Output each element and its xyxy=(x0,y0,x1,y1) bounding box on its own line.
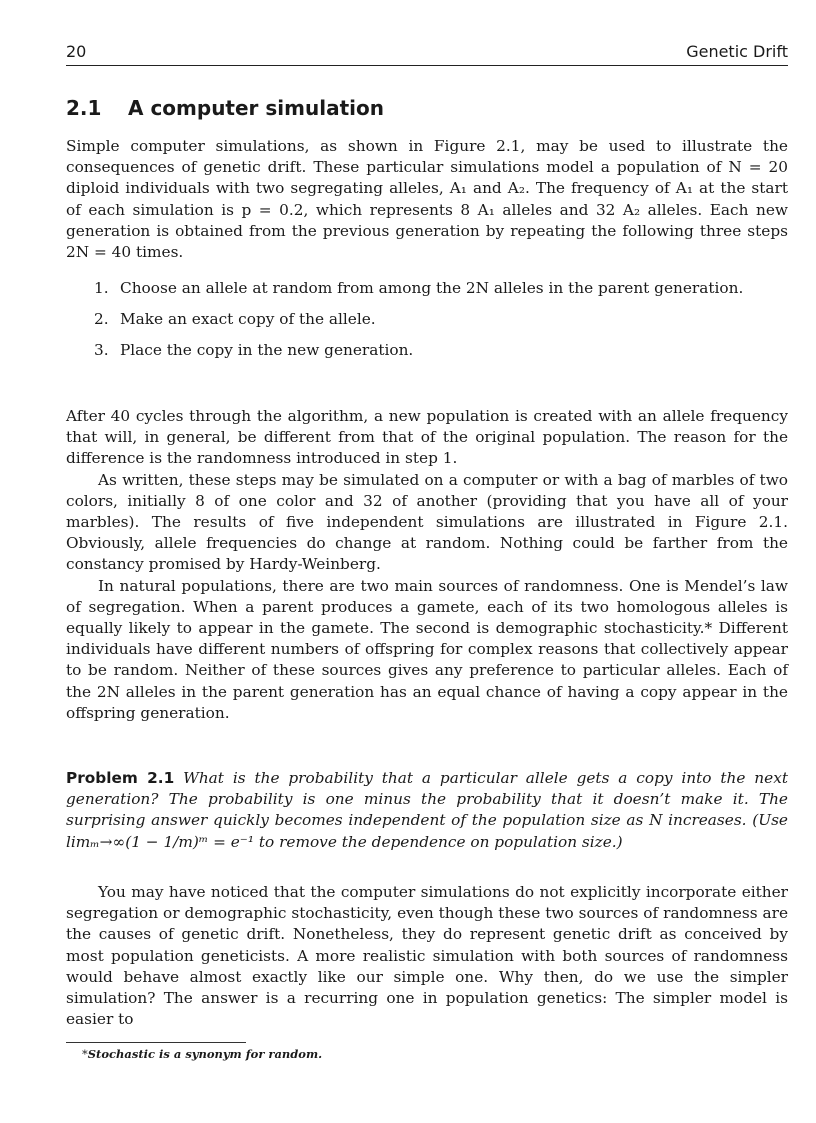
step-number: 1. xyxy=(94,279,109,297)
list-item xyxy=(94,340,788,361)
step-number: 2. xyxy=(94,310,109,329)
intro-block xyxy=(66,136,788,263)
list-item xyxy=(94,309,788,330)
step-text: Make an exact copy of the allele. xyxy=(120,310,376,329)
closing-block xyxy=(66,882,788,1030)
running-header xyxy=(66,42,788,66)
section-heading xyxy=(66,96,384,120)
body-paragraph: After 40 cycles through the algorithm, a new population is created with an allele frequency that will, in general, be different from that of the original population. The reason for the difference is the randomness introduced in step 1. xyxy=(66,407,788,468)
step-text: Place the copy in the new generation. xyxy=(120,341,414,360)
body-paragraph: In natural populations, there are two main sources of randomness. One is Mendel’s law of segregation. When a parent produces a gamete, each of its two homologous alleles is equally likely to appear in the gamete. The second is demographic stochasticity.* Different individuals have different numbers of offspring for complex reasons that collectively appear to be random. Neither of these sources gives any preference to particular alleles. Each of the 2N alleles in the parent generation has an equal chance of having a copy appear in the offspring generation. xyxy=(66,576,788,722)
page-number: 20 xyxy=(66,42,87,61)
problem-text: What is the probability that a particular allele gets a copy into the next generation? The probability is one minus the probability that it doesn’t make it. The surprising answer quickly becomes independent of the population size as N increases. (Use limₘ→∞(1 − 1/m)ᵐ = e⁻¹ to remove the dependence on population size.) xyxy=(66,769,788,851)
problem-box xyxy=(66,768,788,853)
steps-list xyxy=(94,278,788,372)
footnote-divider xyxy=(66,1042,246,1043)
step-number: 3. xyxy=(94,341,109,360)
closing-paragraph: You may have noticed that the computer simulations do not explicitly incorporate either segregation or demographic stochasticity, even though these two sources of randomness are the causes of genetic drift. Nonetheless, they do represent genetic drift as conceived by most population geneticists. A more realistic simulation with both sources of randomness would behave almost exactly like our simple one. Why then, do we use the simpler simulation? The answer is a recurring one in population genetics: The simpler model is easier to xyxy=(66,883,788,1029)
footnote-marker: * xyxy=(82,1047,88,1061)
step-text: Choose an allele at random from among the 2N alleles in the parent generation. xyxy=(120,279,744,297)
list-item xyxy=(94,278,788,299)
footnote xyxy=(82,1047,322,1061)
body-paragraph: As written, these steps may be simulated on a computer or with a bag of marbles of two colors, initially 8 of one color and 32 of another (providing that you have all of your marbles). The results of five independent simulations are illustrated in Figure 2.1. Obviously, allele frequencies do change at random. Nothing could be farther from the constancy promised by Hardy-Weinberg. xyxy=(66,470,788,574)
footnote-text: Stochastic is a synonym for random. xyxy=(87,1047,323,1061)
problem-label: Problem 2.1 xyxy=(66,769,175,787)
body-block xyxy=(66,406,788,724)
section-title: A computer simulation xyxy=(128,96,384,120)
intro-paragraph: Simple computer simulations, as shown in Figure 2.1, may be used to illustrate the consequences of genetic drift. These particular simulations model a population of N = 20 diploid individuals with two segregating alleles, A₁ and A₂. The frequency of A₁ at the start of each simulation is p = 0.2, which represents 8 A₁ alleles and 32 A₂ alleles. Each new generation is obtained from the previous generation by repeating the following three steps 2N = 40 times. xyxy=(66,137,788,262)
section-number: 2.1 xyxy=(66,96,102,120)
running-title: Genetic Drift xyxy=(686,42,788,61)
